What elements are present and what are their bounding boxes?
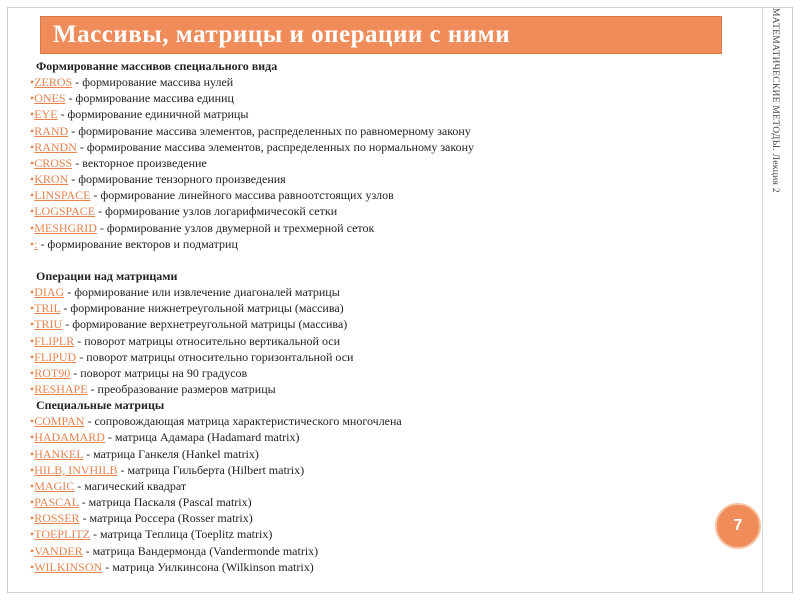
bullet-icon: •: [30, 107, 35, 122]
function-description: - матрица Вандермонда (Vandermonde matrix): [82, 543, 319, 558]
list-item: [30, 478, 750, 494]
function-link[interactable]: TRIU: [34, 317, 63, 332]
list-item: [30, 300, 750, 316]
list-item: [30, 333, 750, 349]
list-item: [30, 349, 750, 365]
bullet-icon: •: [30, 446, 35, 461]
function-description: - матрица Ганкеля (Hankel matrix): [83, 446, 259, 461]
bullet-icon: •: [30, 381, 35, 396]
bullet-icon: •: [30, 333, 35, 348]
function-description: - матрица Паскаля (Pascal matrix): [78, 495, 252, 510]
list-item: [30, 446, 750, 462]
list-item: [30, 316, 750, 332]
function-description: - магический квадрат: [74, 478, 187, 493]
function-link[interactable]: RESHAPE: [34, 381, 88, 396]
list-item: [30, 429, 750, 445]
function-link[interactable]: :: [34, 236, 38, 251]
function-link[interactable]: HILB, INVHILB: [34, 462, 118, 477]
function-link[interactable]: LOGSPACE: [34, 204, 96, 219]
list-item: [30, 123, 750, 139]
list-item: [30, 543, 750, 559]
list-item: [30, 171, 750, 187]
bullet-icon: •: [30, 172, 35, 187]
function-link[interactable]: ZEROS: [34, 75, 73, 90]
function-description: - формирование верхнетреугольной матрицы (массива): [62, 317, 348, 332]
function-link[interactable]: HANKEL: [34, 446, 84, 461]
list-item: [30, 220, 750, 236]
bullet-icon: •: [30, 559, 35, 574]
bullet-icon: •: [30, 478, 35, 493]
sidebar-divider: [762, 8, 763, 592]
section-heading: Операции над матрицами: [36, 268, 178, 283]
list-item: [30, 365, 750, 381]
function-description: - формирование единичной матрицы: [57, 107, 249, 122]
list-item: [30, 90, 750, 106]
bullet-icon: •: [30, 317, 35, 332]
list-item: [30, 203, 750, 219]
list-item: [30, 187, 750, 203]
side-caption-text: МАТЕМАТИЧЕСКИЕ МЕТОДЫ. Лекция 2: [770, 8, 780, 193]
list-item: [30, 559, 750, 575]
function-link[interactable]: WILKINSON: [34, 559, 103, 574]
function-description: - поворот матрицы относительно вертикальной оси: [74, 333, 340, 348]
bullet-icon: •: [30, 349, 35, 364]
function-link[interactable]: CROSS: [34, 155, 73, 170]
function-description: - векторное произведение: [72, 155, 207, 170]
function-description: - поворот матрицы относительно горизонтальной оси: [76, 349, 354, 364]
function-link[interactable]: RAND: [34, 123, 69, 138]
list-item: [30, 284, 750, 300]
bullet-icon: •: [30, 414, 35, 429]
bullet-icon: •: [30, 204, 35, 219]
section-heading: Специальные матрицы: [36, 398, 165, 413]
function-description: - преобразование размеров матрицы: [87, 381, 276, 396]
bullet-icon: •: [30, 75, 35, 90]
function-description: - формирование векторов и подматриц: [37, 236, 238, 251]
function-description: - матрица Уилкинсона (Wilkinson matrix): [102, 559, 314, 574]
function-link[interactable]: VANDER: [34, 543, 83, 558]
function-description: - матрица Россера (Rosser matrix): [79, 511, 253, 526]
bullet-icon: •: [30, 139, 35, 154]
list-item: [30, 494, 750, 510]
function-description: - формирование тензорного произведения: [68, 172, 286, 187]
bullet-icon: •: [30, 91, 35, 106]
function-link[interactable]: MESHGRID: [34, 220, 97, 235]
function-link[interactable]: EYE: [34, 107, 58, 122]
list-item: [30, 155, 750, 171]
bullet-icon: •: [30, 301, 35, 316]
function-description: - формирование массива нулей: [72, 75, 234, 90]
function-description: - формирование линейного массива равноотстоящих узлов: [90, 188, 394, 203]
bullet-icon: •: [30, 511, 35, 526]
page-number-badge: [715, 503, 761, 549]
function-link[interactable]: FLIPUD: [34, 349, 77, 364]
section-heading: Формирование массивов специального вида: [36, 59, 278, 73]
list-item: [30, 510, 750, 526]
function-link[interactable]: PASCAL: [34, 495, 79, 510]
function-description: - матрица Гильберта (Hilbert matrix): [117, 462, 305, 477]
function-description: - формирование массива элементов, распределенных по нормальному закону: [76, 139, 475, 154]
function-link[interactable]: ROT90: [34, 365, 71, 380]
slide-title: Массивы, матрицы и операции с ними: [53, 21, 511, 48]
bullet-icon: •: [30, 543, 35, 558]
function-link[interactable]: FLIPLR: [34, 333, 75, 348]
function-link[interactable]: RANDN: [34, 139, 77, 154]
bullet-icon: •: [30, 188, 35, 203]
function-link[interactable]: ONES: [34, 91, 66, 106]
bullet-icon: •: [30, 123, 35, 138]
bullet-icon: •: [30, 285, 35, 300]
function-description: - формирование массива элементов, распределенных по равномерному закону: [68, 123, 471, 138]
function-description: - формирование узлов двумерной и трехмерной сеток: [96, 220, 375, 235]
list-item: [30, 381, 750, 397]
function-link[interactable]: MAGIC: [34, 478, 75, 493]
function-description: - формирование массива единиц: [65, 91, 234, 106]
function-description: - матрица Теплица (Toeplitz matrix): [89, 527, 273, 542]
function-description: - поворот матрицы на 90 градусов: [70, 365, 248, 380]
list-item: [30, 106, 750, 122]
list-item: [30, 526, 750, 542]
function-description: - матрица Адамара (Hadamard matrix): [104, 430, 300, 445]
function-link[interactable]: COMPAN: [34, 414, 85, 429]
title-bar: [40, 16, 722, 54]
page-number: 7: [733, 517, 743, 534]
function-link[interactable]: ROSSER: [34, 511, 80, 526]
function-link[interactable]: TOEPLITZ: [34, 527, 90, 542]
list-item: [30, 413, 750, 429]
bullet-icon: •: [30, 462, 35, 477]
function-link[interactable]: TRIL: [34, 301, 61, 316]
function-link[interactable]: KRON: [34, 172, 69, 187]
bullet-icon: •: [30, 236, 35, 251]
function-description: - формирование узлов логарифмичесокй сетки: [95, 204, 338, 219]
slide-content: [30, 58, 750, 575]
list-item: [30, 139, 750, 155]
function-link[interactable]: DIAG: [34, 285, 65, 300]
list-item: [30, 462, 750, 478]
function-link[interactable]: LINSPACE: [34, 188, 91, 203]
function-description: - формирование нижнетреугольной матрицы (массива): [60, 301, 344, 316]
bullet-icon: •: [30, 365, 35, 380]
bullet-icon: •: [30, 495, 35, 510]
bullet-icon: •: [30, 155, 35, 170]
bullet-icon: •: [30, 527, 35, 542]
list-item: [30, 74, 750, 90]
function-link[interactable]: HADAMARD: [34, 430, 105, 445]
section-gap: [30, 252, 750, 268]
list-item: [30, 236, 750, 252]
bullet-icon: •: [30, 430, 35, 445]
bullet-icon: •: [30, 220, 35, 235]
function-description: - формирование или извлечение диагоналей матрицы: [64, 285, 340, 300]
function-description: - сопровождающая матрица характеристического многочлена: [84, 414, 402, 429]
